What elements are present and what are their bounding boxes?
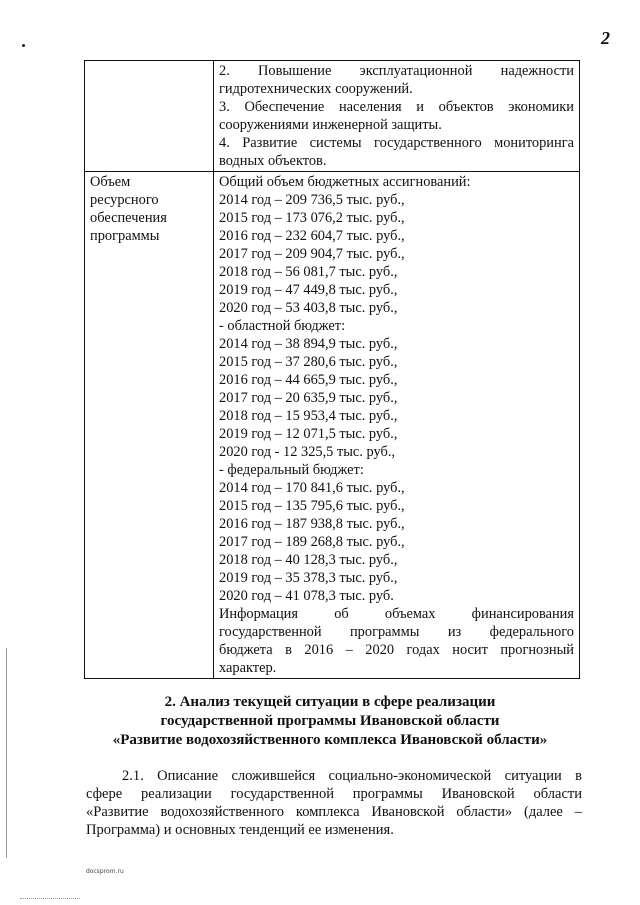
budget-line: 2018 год – 15 953,4 тыс. руб., xyxy=(219,408,398,424)
page-number: 2 xyxy=(601,28,610,48)
table-cell-empty xyxy=(85,61,214,172)
table-cell-budget xyxy=(214,172,580,679)
scan-bottom-marks xyxy=(20,898,80,900)
heading-line: государственной программы Ивановской области xyxy=(160,713,500,729)
label-line: ресурсного xyxy=(90,192,159,208)
table-cell-label xyxy=(85,172,214,679)
budget-line: 2016 год – 187 938,8 тыс. руб., xyxy=(219,516,405,532)
budget-line: 2018 год – 40 128,3 тыс. руб., xyxy=(219,552,398,568)
goal-line: гидротехнических сооружений. xyxy=(219,81,413,97)
budget-line: 2015 год – 37 280,6 тыс. руб., xyxy=(219,354,398,370)
budget-line: 2016 год – 232 604,7 тыс. руб., xyxy=(219,228,405,244)
paragraph-line: «Развитие водохозяйственного комплекса Ивановской области» (далее – xyxy=(86,804,582,820)
budget-line: 2017 год – 20 635,9 тыс. руб., xyxy=(219,390,398,406)
table-row xyxy=(85,172,580,679)
note-line: бюджета в 2016 – 2020 годах носит прогнозный xyxy=(219,642,574,658)
budget-line: 2017 год – 209 904,7 тыс. руб., xyxy=(219,246,405,262)
budget-line: 2020 год – 53 403,8 тыс. руб., xyxy=(219,300,398,316)
label-line: программы xyxy=(90,228,160,244)
paragraph-line: Программа) и основных тенденций ее изменения. xyxy=(86,822,394,838)
footer-source: docsprom.ru xyxy=(86,868,124,875)
budget-line: - федеральный бюджет: xyxy=(219,462,364,478)
label-line: Объем xyxy=(90,174,131,190)
budget-line: Общий объем бюджетных ассигнований: xyxy=(219,174,471,190)
budget-line: 2020 год – 41 078,3 тыс. руб. xyxy=(219,588,394,604)
budget-line: 2018 год – 56 081,7 тыс. руб., xyxy=(219,264,398,280)
note-line: государственной программы из федерального xyxy=(219,624,574,640)
heading-line: 2. Анализ текущей ситуации в сфере реализации xyxy=(164,694,496,710)
budget-line: 2015 год – 135 795,6 тыс. руб., xyxy=(219,498,405,514)
table-row xyxy=(85,61,580,172)
paragraph-line: 2.1. Описание сложившейся социально-экономической ситуации в xyxy=(122,768,582,784)
budget-line: 2016 год – 44 665,9 тыс. руб., xyxy=(219,372,398,388)
budget-line: 2017 год – 189 268,8 тыс. руб., xyxy=(219,534,405,550)
goal-line: водных объектов. xyxy=(219,153,327,169)
budget-line: 2019 год – 47 449,8 тыс. руб., xyxy=(219,282,398,298)
budget-line: 2019 год – 35 378,3 тыс. руб., xyxy=(219,570,398,586)
note-line: Информация об объемах финансирования xyxy=(219,606,574,622)
scan-margin-line xyxy=(6,648,7,858)
heading-line: «Развитие водохозяйственного комплекса Ивановской области» xyxy=(112,732,548,748)
goal-line: 2. Повышение эксплуатационной надежности xyxy=(219,63,574,79)
note-line: характер. xyxy=(219,660,277,676)
budget-line: 2014 год – 38 894,9 тыс. руб., xyxy=(219,336,398,352)
budget-line: - областной бюджет: xyxy=(219,318,346,334)
table-cell-goals xyxy=(214,61,580,172)
budget-line: 2014 год – 209 736,5 тыс. руб., xyxy=(219,192,405,208)
program-passport-table xyxy=(84,60,580,679)
label-line: обеспечения xyxy=(90,210,167,226)
scan-speck xyxy=(22,44,25,47)
section-paragraph xyxy=(86,767,582,839)
paragraph-line: сфере реализации государственной программы Ивановской области xyxy=(86,786,582,802)
goal-line: сооружениями инженерной защиты. xyxy=(219,117,442,133)
budget-line: 2015 год – 173 076,2 тыс. руб., xyxy=(219,210,405,226)
goal-line: 4. Развитие системы государственного мониторинга xyxy=(219,135,574,151)
budget-line: 2020 год - 12 325,5 тыс. руб., xyxy=(219,444,396,460)
budget-line: 2014 год – 170 841,6 тыс. руб., xyxy=(219,480,405,496)
section-heading xyxy=(70,693,590,750)
goal-line: 3. Обеспечение населения и объектов экономики xyxy=(219,99,574,115)
budget-line: 2019 год – 12 071,5 тыс. руб., xyxy=(219,426,398,442)
